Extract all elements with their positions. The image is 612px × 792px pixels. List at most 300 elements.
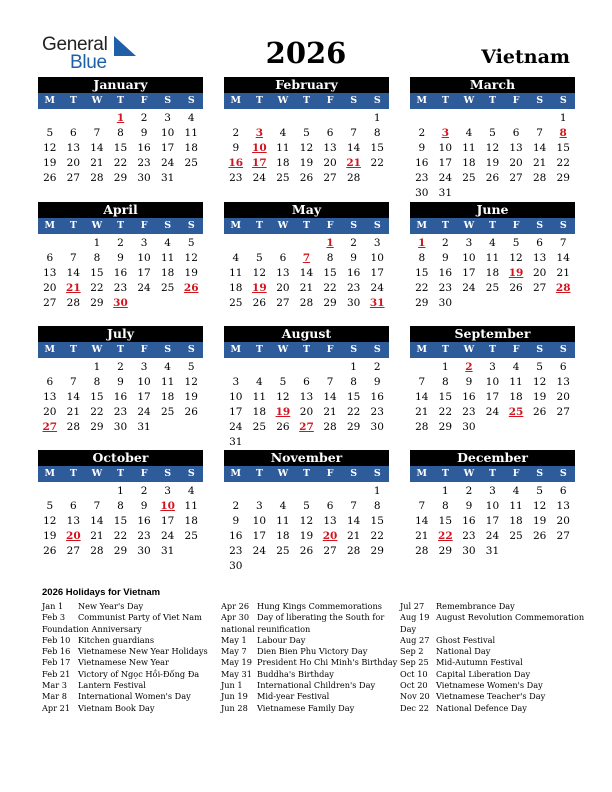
- holiday-name: New Year's Day: [78, 601, 144, 611]
- holiday-day-cell: 10: [252, 142, 267, 154]
- holiday-day-cell: 19: [252, 282, 267, 294]
- day-cell: 20: [532, 267, 547, 279]
- holiday-date: Dec 22: [400, 702, 430, 713]
- weekday-label: S: [536, 220, 544, 231]
- weekday-header: [224, 466, 389, 482]
- holiday-date: Apr 21: [42, 702, 71, 713]
- holiday-name: Mid-Autumn Festival: [436, 657, 523, 668]
- weekday-label: W: [463, 468, 475, 479]
- day-cell: 4: [164, 361, 171, 373]
- day-cell: 2: [117, 237, 124, 249]
- holiday-date: Mar 8: [42, 691, 67, 702]
- day-cell: 20: [276, 282, 290, 294]
- weekday-label: S: [164, 95, 172, 106]
- day-cell: 30: [346, 297, 361, 309]
- day-cell: 29: [556, 172, 570, 184]
- day-cell: 2: [140, 112, 148, 124]
- day-cell: 23: [229, 545, 243, 557]
- day-cell: 18: [462, 157, 476, 169]
- holiday-name: Vietnam Book Day: [78, 702, 155, 713]
- day-cell: 27: [66, 545, 81, 557]
- holiday-date: Oct 20: [400, 680, 428, 691]
- day-cell: 31: [438, 187, 453, 199]
- day-grid: [224, 236, 389, 311]
- day-cell: 26: [43, 172, 57, 184]
- day-cell: 3: [465, 237, 473, 249]
- day-cell: 13: [299, 391, 314, 403]
- day-cell: 23: [113, 282, 128, 294]
- empty-cell: [85, 111, 109, 126]
- weekday-label: S: [187, 95, 195, 106]
- month-title: June: [410, 202, 575, 218]
- day-cell: 22: [438, 406, 453, 418]
- holiday-day-cell: 1: [418, 237, 426, 249]
- day-cell: 2: [350, 237, 357, 249]
- holiday-name: Vietnamese Women's Day: [436, 680, 543, 691]
- day-cell: 13: [509, 142, 523, 154]
- weekday-label: T: [441, 95, 449, 106]
- day-cell: 20: [43, 406, 57, 418]
- holiday-date: Aug 19: [400, 612, 430, 623]
- day-cell: 29: [113, 172, 128, 184]
- day-cell: 10: [160, 127, 175, 139]
- weekday-label: S: [536, 344, 544, 355]
- empty-cell: [248, 360, 272, 375]
- month-november: [224, 450, 389, 574]
- day-cell: 17: [462, 267, 476, 279]
- weekday-label: M: [230, 220, 242, 231]
- day-cell: 23: [137, 530, 151, 542]
- day-cell: 27: [323, 545, 337, 557]
- day-cell: 29: [113, 545, 128, 557]
- day-cell: 25: [252, 421, 267, 433]
- empty-cell: [38, 484, 62, 499]
- month-title: May: [224, 202, 389, 218]
- holiday-name: President Ho Chi Minh's Birthday: [257, 657, 398, 668]
- holiday-name: Communist Party of Viet Nam: [78, 612, 202, 623]
- weekday-label: M: [230, 468, 242, 479]
- holiday-name: International Women's Day: [78, 691, 191, 702]
- day-cell: 13: [66, 142, 81, 154]
- month-january: [38, 77, 203, 186]
- holiday-day-cell: 19: [508, 267, 524, 279]
- day-cell: 7: [93, 500, 101, 512]
- day-cell: 24: [252, 545, 267, 557]
- weekday-label: F: [326, 344, 334, 355]
- holiday-name: Mid-year Festival: [257, 691, 330, 702]
- day-cell: 9: [140, 500, 148, 512]
- day-cell: 18: [160, 267, 175, 279]
- day-cell: 16: [113, 391, 128, 403]
- brand-logo: [42, 34, 142, 72]
- holiday-day-cell: 1: [326, 237, 334, 249]
- day-cell: 13: [556, 500, 570, 512]
- holiday-day-cell: 26: [183, 282, 199, 294]
- month-title: January: [38, 77, 203, 93]
- empty-cell: [85, 484, 109, 499]
- day-grid: [38, 484, 203, 559]
- day-cell: 6: [303, 376, 310, 388]
- weekday-label: S: [350, 468, 358, 479]
- day-cell: 6: [279, 252, 287, 264]
- day-cell: 30: [137, 545, 151, 557]
- day-cell: 23: [113, 406, 128, 418]
- day-cell: 19: [43, 530, 57, 542]
- holiday-name: Buddha's Birthday: [257, 668, 334, 679]
- day-cell: 26: [276, 421, 290, 433]
- day-cell: 22: [370, 530, 384, 542]
- day-cell: 15: [90, 267, 104, 279]
- day-cell: 21: [323, 406, 337, 418]
- holiday-name: Lantern Festival: [78, 680, 146, 691]
- day-cell: 1: [93, 361, 101, 373]
- day-cell: 1: [117, 485, 124, 497]
- day-cell: 2: [232, 127, 240, 139]
- day-cell: 8: [373, 500, 381, 512]
- weekday-label: T: [69, 95, 77, 106]
- holiday-date: Jun 19: [221, 691, 248, 702]
- day-cell: 19: [184, 267, 198, 279]
- day-cell: 29: [323, 297, 337, 309]
- day-cell: 5: [187, 361, 195, 373]
- day-cell: 1: [442, 361, 449, 373]
- day-cell: 29: [438, 421, 453, 433]
- weekday-label: S: [164, 468, 172, 479]
- empty-cell: [62, 484, 86, 499]
- day-cell: 9: [140, 127, 148, 139]
- holiday-day-cell: 8: [559, 127, 567, 139]
- day-cell: 1: [373, 112, 381, 124]
- weekday-label: S: [350, 344, 358, 355]
- weekday-label: F: [512, 95, 520, 106]
- day-cell: 5: [512, 237, 520, 249]
- day-cell: 31: [137, 421, 151, 433]
- day-cell: 28: [90, 172, 104, 184]
- day-cell: 12: [184, 376, 198, 388]
- day-cell: 17: [485, 515, 500, 527]
- day-cell: 9: [465, 500, 473, 512]
- day-cell: 25: [276, 172, 290, 184]
- day-cell: 25: [509, 530, 523, 542]
- day-cell: 18: [252, 406, 267, 418]
- day-cell: 7: [93, 127, 101, 139]
- day-cell: 17: [160, 142, 175, 154]
- weekday-label: F: [140, 468, 148, 479]
- holiday-name: Victory of Ngọc Hồi-Đống Đa: [78, 668, 200, 679]
- logo-word-blue: Blue: [70, 52, 107, 73]
- day-cell: 6: [536, 237, 543, 249]
- weekday-label: T: [302, 344, 311, 355]
- holiday-date: Oct 10: [400, 668, 428, 679]
- day-cell: 23: [370, 406, 384, 418]
- day-cell: 3: [256, 500, 263, 512]
- weekday-label: S: [559, 344, 567, 355]
- day-cell: 13: [556, 376, 570, 388]
- day-cell: 20: [556, 515, 570, 527]
- holiday-name: National Defence Day: [436, 702, 527, 713]
- day-cell: 25: [229, 297, 243, 309]
- weekday-label: W: [463, 220, 475, 231]
- holiday-day-cell: 1: [116, 112, 125, 124]
- day-cell: 21: [90, 530, 104, 542]
- day-cell: 14: [415, 391, 429, 403]
- day-cell: 18: [184, 142, 198, 154]
- day-cell: 8: [442, 376, 449, 388]
- empty-cell: [481, 111, 505, 126]
- day-cell: 5: [187, 237, 195, 249]
- day-cell: 4: [256, 376, 263, 388]
- day-cell: 28: [415, 421, 429, 433]
- holiday-name: International Children's Day: [257, 680, 376, 691]
- weekday-label: S: [373, 344, 381, 355]
- day-cell: 26: [485, 172, 500, 184]
- weekday-label: S: [187, 220, 195, 231]
- day-cell: 24: [485, 530, 500, 542]
- day-cell: 29: [90, 421, 104, 433]
- day-cell: 12: [299, 515, 314, 527]
- calendar-year: 2026: [265, 36, 347, 70]
- day-cell: 7: [70, 252, 77, 264]
- day-cell: 8: [373, 127, 381, 139]
- day-cell: 10: [137, 376, 151, 388]
- day-cell: 5: [46, 127, 54, 139]
- empty-cell: [38, 111, 62, 126]
- day-cell: 25: [485, 282, 500, 294]
- holiday-name: Vietnamese New Year: [78, 657, 169, 668]
- day-cell: 29: [370, 545, 384, 557]
- day-cell: 5: [489, 127, 496, 139]
- day-cell: 1: [93, 237, 101, 249]
- day-cell: 17: [438, 157, 453, 169]
- holiday-name: Capital Liberation Day: [436, 668, 531, 679]
- day-cell: 10: [485, 376, 500, 388]
- day-cell: 9: [418, 142, 426, 154]
- weekday-label: W: [91, 468, 103, 479]
- day-cell: 9: [465, 376, 473, 388]
- day-cell: 15: [438, 515, 453, 527]
- day-cell: 16: [415, 157, 429, 169]
- day-cell: 9: [442, 252, 449, 264]
- day-cell: 20: [299, 406, 314, 418]
- day-cell: 21: [346, 530, 361, 542]
- day-cell: 7: [418, 376, 426, 388]
- weekday-label: T: [116, 220, 125, 231]
- day-cell: 18: [276, 530, 290, 542]
- holiday-name: Day of liberating the South for: [257, 612, 385, 623]
- day-cell: 11: [184, 127, 198, 139]
- day-cell: 22: [556, 157, 570, 169]
- holiday-date: Sep 25: [400, 657, 429, 668]
- day-cell: 12: [252, 267, 267, 279]
- weekday-label: S: [559, 220, 567, 231]
- holiday-day-cell: 31: [369, 297, 385, 309]
- holiday-date: Apr 26: [221, 601, 250, 611]
- day-cell: 19: [485, 157, 500, 169]
- day-cell: 4: [489, 237, 496, 249]
- weekday-label: F: [140, 344, 148, 355]
- day-cell: 31: [229, 436, 243, 448]
- weekday-label: W: [91, 95, 103, 106]
- weekday-header: [38, 466, 203, 482]
- weekday-label: T: [488, 220, 497, 231]
- weekday-header: [224, 342, 389, 358]
- holiday-name: Ghost Festival: [436, 634, 496, 645]
- day-grid: [410, 111, 575, 201]
- day-cell: 14: [323, 391, 337, 403]
- empty-cell: [271, 111, 295, 126]
- day-cell: 9: [232, 515, 240, 527]
- day-cell: 3: [164, 485, 171, 497]
- day-cell: 14: [532, 142, 547, 154]
- weekday-label: T: [69, 220, 77, 231]
- day-cell: 12: [509, 252, 523, 264]
- logo-triangle-icon: [114, 36, 136, 56]
- holiday-day-cell: 19: [275, 406, 291, 418]
- day-cell: 10: [137, 252, 151, 264]
- month-june: [410, 202, 575, 311]
- day-cell: 8: [326, 252, 334, 264]
- day-grid: [38, 236, 203, 311]
- day-cell: 18: [229, 282, 243, 294]
- month-october: [38, 450, 203, 559]
- day-cell: 15: [438, 391, 453, 403]
- day-cell: 28: [66, 421, 81, 433]
- day-cell: 2: [442, 237, 449, 249]
- day-cell: 17: [137, 391, 151, 403]
- day-cell: 23: [346, 282, 361, 294]
- weekday-label: F: [326, 468, 334, 479]
- day-cell: 30: [229, 560, 243, 572]
- day-cell: 22: [113, 530, 128, 542]
- day-cell: 10: [485, 500, 500, 512]
- empty-cell: [248, 484, 272, 499]
- weekday-label: T: [441, 220, 449, 231]
- day-cell: 5: [536, 361, 543, 373]
- day-cell: 3: [489, 485, 496, 497]
- day-cell: 19: [299, 157, 314, 169]
- weekday-header: [410, 93, 575, 109]
- day-cell: 23: [415, 172, 429, 184]
- holiday-date: Feb 3: [42, 612, 66, 623]
- day-cell: 10: [438, 142, 453, 154]
- day-cell: 7: [559, 237, 567, 249]
- weekday-header: [410, 342, 575, 358]
- day-cell: 6: [326, 500, 334, 512]
- holiday-day-cell: 17: [252, 157, 267, 169]
- day-cell: 24: [137, 282, 151, 294]
- weekday-label: F: [512, 220, 520, 231]
- weekday-label: T: [255, 220, 263, 231]
- day-cell: 3: [232, 376, 240, 388]
- month-april: [38, 202, 203, 311]
- weekday-header: [224, 93, 389, 109]
- day-cell: 21: [299, 282, 314, 294]
- weekday-label: T: [116, 468, 125, 479]
- empty-cell: [295, 484, 319, 499]
- day-cell: 17: [370, 267, 384, 279]
- day-cell: 15: [556, 142, 570, 154]
- day-cell: 15: [370, 142, 384, 154]
- weekday-label: S: [164, 344, 172, 355]
- day-cell: 10: [252, 515, 267, 527]
- weekday-label: W: [91, 344, 103, 355]
- holiday-date: Mar 3: [42, 680, 67, 691]
- day-cell: 26: [509, 282, 523, 294]
- day-cell: 25: [462, 172, 476, 184]
- empty-cell: [528, 111, 552, 126]
- day-cell: 19: [532, 391, 547, 403]
- day-cell: 22: [415, 282, 429, 294]
- month-title: April: [38, 202, 203, 218]
- month-july: [38, 326, 203, 435]
- day-cell: 29: [346, 421, 361, 433]
- weekday-label: W: [91, 220, 103, 231]
- holiday-date: Sep 2: [400, 646, 424, 657]
- day-cell: 15: [346, 391, 361, 403]
- holiday-date: May 31: [221, 668, 252, 679]
- holiday-date: May 19: [221, 657, 252, 668]
- day-cell: 23: [229, 172, 243, 184]
- day-cell: 10: [462, 252, 476, 264]
- day-cell: 11: [462, 142, 476, 154]
- day-cell: 6: [70, 500, 77, 512]
- weekday-label: M: [416, 220, 428, 231]
- day-cell: 4: [512, 485, 520, 497]
- weekday-label: S: [350, 220, 358, 231]
- day-cell: 22: [90, 282, 104, 294]
- holiday-date: Feb 16: [42, 646, 71, 657]
- day-cell: 2: [140, 485, 148, 497]
- weekday-label: F: [326, 220, 334, 231]
- day-cell: 14: [556, 252, 570, 264]
- empty-cell: [318, 484, 342, 499]
- holiday-day-cell: 2: [465, 361, 473, 373]
- holiday-name: Vietnamese Family Day: [257, 702, 355, 713]
- weekday-header: [224, 218, 389, 234]
- empty-cell: [271, 360, 295, 375]
- day-cell: 11: [184, 500, 198, 512]
- day-cell: 12: [276, 391, 290, 403]
- weekday-label: T: [302, 95, 311, 106]
- weekday-label: M: [44, 344, 56, 355]
- empty-cell: [248, 236, 272, 251]
- holiday-day-cell: 30: [113, 297, 128, 309]
- day-cell: 24: [485, 406, 500, 418]
- day-cell: 12: [299, 142, 314, 154]
- day-cell: 1: [350, 361, 357, 373]
- day-cell: 16: [370, 391, 384, 403]
- day-cell: 21: [415, 530, 429, 542]
- day-cell: 13: [276, 267, 290, 279]
- day-cell: 4: [279, 127, 287, 139]
- day-cell: 20: [66, 157, 81, 169]
- day-cell: 5: [303, 127, 310, 139]
- day-cell: 14: [299, 267, 314, 279]
- weekday-label: T: [69, 468, 77, 479]
- day-cell: 15: [113, 515, 128, 527]
- weekday-label: T: [69, 344, 77, 355]
- day-cell: 27: [556, 530, 570, 542]
- holiday-name: Vietnamese New Year Holidays: [78, 646, 208, 657]
- day-cell: 16: [137, 515, 151, 527]
- day-cell: 6: [512, 127, 520, 139]
- country-name: Vietnam: [481, 46, 570, 68]
- day-cell: 20: [509, 157, 523, 169]
- weekday-label: M: [44, 220, 56, 231]
- weekday-label: S: [187, 344, 195, 355]
- day-cell: 19: [532, 515, 547, 527]
- day-cell: 30: [462, 545, 476, 557]
